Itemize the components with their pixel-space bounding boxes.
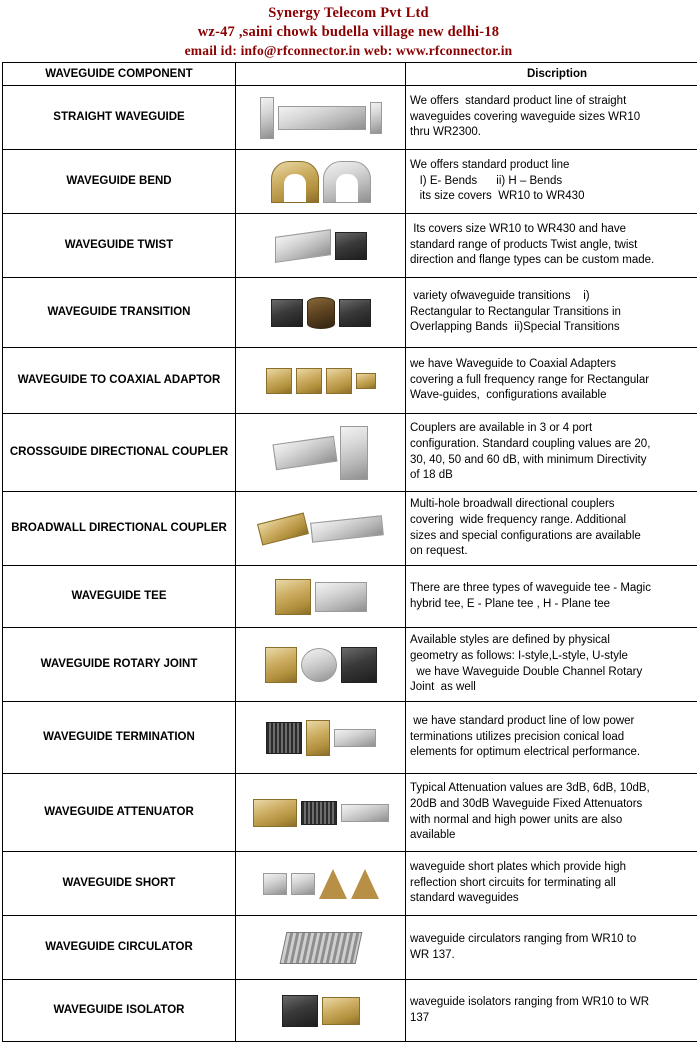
component-description: Its covers size WR10 to WR430 and have standard range of products Twist angle, twist direction and flange types can be custom made. <box>406 214 697 278</box>
table-row <box>3 702 697 774</box>
company-contact: email id: info@rfconnector.in web: www.rfconnector.in <box>184 43 513 58</box>
crossguide-directional-coupler-photo <box>236 426 405 480</box>
coupler-shape <box>257 512 309 545</box>
waveguide-component-table <box>2 62 697 1042</box>
adaptor-shape <box>296 368 322 394</box>
component-description: waveguide isolators ranging from WR10 to WR 137 <box>406 980 697 1042</box>
waveguide-termination-photo <box>236 720 405 756</box>
component-image-cell <box>236 628 406 702</box>
adaptor-shape <box>266 368 292 394</box>
company-name-text: Synergy Telecom Pvt Ltd <box>268 5 429 21</box>
attenuator-fin-shape <box>301 801 337 825</box>
rotary-joint-shape <box>301 648 337 682</box>
termination-shape <box>334 729 376 747</box>
waveguide-tee-photo <box>236 579 405 615</box>
e-bend-shape <box>271 161 319 203</box>
component-image-cell <box>236 566 406 628</box>
component-name: WAVEGUIDE TWIST <box>3 214 236 278</box>
coupler-shape <box>310 515 384 542</box>
table-row <box>3 348 697 414</box>
waveguide-body-shape <box>278 106 366 130</box>
component-description: variety ofwaveguide transitions i) Rectangular to Rectangular Transitions in Overlapping Bands ii)Special Transitions <box>406 278 697 348</box>
column-header-image <box>236 63 406 86</box>
component-description: Typical Attenuation values are 3dB, 6dB, 10dB, 20dB and 30dB Waveguide Fixed Attenuators with normal and high power units are also available <box>406 774 697 852</box>
straight-waveguide-photo <box>236 97 405 139</box>
circulator-shape <box>279 932 362 964</box>
magic-tee-shape <box>275 579 311 615</box>
component-description: Available styles are defined by physical geometry as follows: I-style,L-style, U-style we have Waveguide Double Channel Rotary Joint as well <box>406 628 697 702</box>
component-image-cell <box>236 774 406 852</box>
adaptor-shape <box>326 368 352 394</box>
isolator-shape <box>282 995 318 1027</box>
component-name: WAVEGUIDE BEND <box>3 150 236 214</box>
waveguide-short-photo <box>236 869 405 899</box>
short-plate-shape <box>291 873 315 895</box>
component-description: Multi-hole broadwall directional couplers covering wide frequency range. Additional sizes and special configurations are available on request. <box>406 492 697 566</box>
component-name: WAVEGUIDE ATTENUATOR <box>3 774 236 852</box>
table-row <box>3 980 697 1042</box>
column-header-component: WAVEGUIDE COMPONENT <box>3 63 236 86</box>
table-body <box>3 86 697 1042</box>
component-name: WAVEGUIDE SHORT <box>3 852 236 916</box>
component-image-cell <box>236 278 406 348</box>
transition-block-shape <box>271 299 303 327</box>
table-row <box>3 414 697 492</box>
twist-shape <box>275 229 331 263</box>
component-name: WAVEGUIDE TERMINATION <box>3 702 236 774</box>
short-cone-shape <box>351 869 379 899</box>
table-row <box>3 916 697 980</box>
component-name: WAVEGUIDE ROTARY JOINT <box>3 628 236 702</box>
flange-shape <box>260 97 274 139</box>
transition-block-shape <box>339 299 371 327</box>
termination-shape <box>306 720 330 756</box>
component-name: WAVEGUIDE TO COAXIAL ADAPTOR <box>3 348 236 414</box>
twist-block-shape <box>335 232 367 260</box>
table-row <box>3 628 697 702</box>
coupler-body-shape <box>272 435 337 469</box>
attenuator-shape <box>341 804 389 822</box>
waveguide-rotary-joint-photo <box>236 647 405 683</box>
component-image-cell <box>236 916 406 980</box>
component-name: CROSSGUIDE DIRECTIONAL COUPLER <box>3 414 236 492</box>
table-row <box>3 278 697 348</box>
column-header-description: Discription <box>406 63 697 86</box>
waveguide-isolator-photo <box>236 995 405 1027</box>
table-row <box>3 86 697 150</box>
isolator-shape <box>322 997 360 1025</box>
table-row <box>3 852 697 916</box>
e-plane-tee-shape <box>315 582 367 612</box>
component-image-cell <box>236 980 406 1042</box>
short-plate-shape <box>263 873 287 895</box>
component-name: BROADWALL DIRECTIONAL COUPLER <box>3 492 236 566</box>
heatsink-shape <box>266 722 302 754</box>
component-description: We offers standard product line of straight waveguides covering waveguide sizes WR10 thru WR2300. <box>406 86 697 150</box>
component-name: WAVEGUIDE TRANSITION <box>3 278 236 348</box>
rotary-joint-shape <box>341 647 377 683</box>
table-header-row <box>3 63 697 86</box>
component-description: waveguide circulators ranging from WR10 to WR 137. <box>406 916 697 980</box>
short-cone-shape <box>319 869 347 899</box>
table-row <box>3 492 697 566</box>
component-description: we have Waveguide to Coaxial Adapters covering a full frequency range for Rectangular Wave-guides, configurations available <box>406 348 697 414</box>
component-description: Couplers are available in 3 or 4 port configuration. Standard coupling values are 20, 30, 40, 50 and 60 dB, with minimum Directivity of 18 dB <box>406 414 697 492</box>
company-address: wz-47 ,saini chowk budella village new delhi-18 <box>197 24 500 40</box>
waveguide-attenuator-photo <box>236 799 405 827</box>
company-name <box>0 5 697 22</box>
component-image-cell <box>236 492 406 566</box>
broadwall-directional-coupler-photo <box>236 518 405 540</box>
component-image-cell <box>236 348 406 414</box>
table-row <box>3 566 697 628</box>
component-image-cell <box>236 702 406 774</box>
flange-shape <box>370 102 382 134</box>
component-image-cell <box>236 86 406 150</box>
transition-round-shape <box>307 297 335 329</box>
component-image-cell <box>236 150 406 214</box>
waveguide-to-coaxial-adaptor-photo <box>236 368 405 394</box>
component-description: waveguide short plates which provide high reflection short circuits for terminating all standard waveguides <box>406 852 697 916</box>
component-description: We offers standard product line I) E- Bends ii) H – Bends its size covers WR10 to WR430 <box>406 150 697 214</box>
component-image-cell <box>236 214 406 278</box>
component-name: WAVEGUIDE CIRCULATOR <box>3 916 236 980</box>
waveguide-bend-photo <box>236 161 405 203</box>
waveguide-circulator-photo <box>236 932 405 964</box>
component-description: There are three types of waveguide tee - Magic hybrid tee, E - Plane tee , H - Plane tee <box>406 566 697 628</box>
component-description: we have standard product line of low power terminations utilizes precision conical load elements for optimum electrical performance. <box>406 702 697 774</box>
table-row <box>3 774 697 852</box>
page-header <box>0 0 697 59</box>
coupler-arm-shape <box>340 426 368 480</box>
table-head <box>3 63 697 86</box>
adaptor-shape <box>356 373 376 389</box>
h-bend-shape <box>323 161 371 203</box>
waveguide-twist-photo <box>236 232 405 260</box>
table-row <box>3 150 697 214</box>
component-name: WAVEGUIDE TEE <box>3 566 236 628</box>
table-row <box>3 214 697 278</box>
rotary-joint-shape <box>265 647 297 683</box>
component-image-cell <box>236 414 406 492</box>
component-name: STRAIGHT WAVEGUIDE <box>3 86 236 150</box>
waveguide-transition-photo <box>236 297 405 329</box>
attenuator-shape <box>253 799 297 827</box>
component-name: WAVEGUIDE ISOLATOR <box>3 980 236 1042</box>
component-image-cell <box>236 852 406 916</box>
